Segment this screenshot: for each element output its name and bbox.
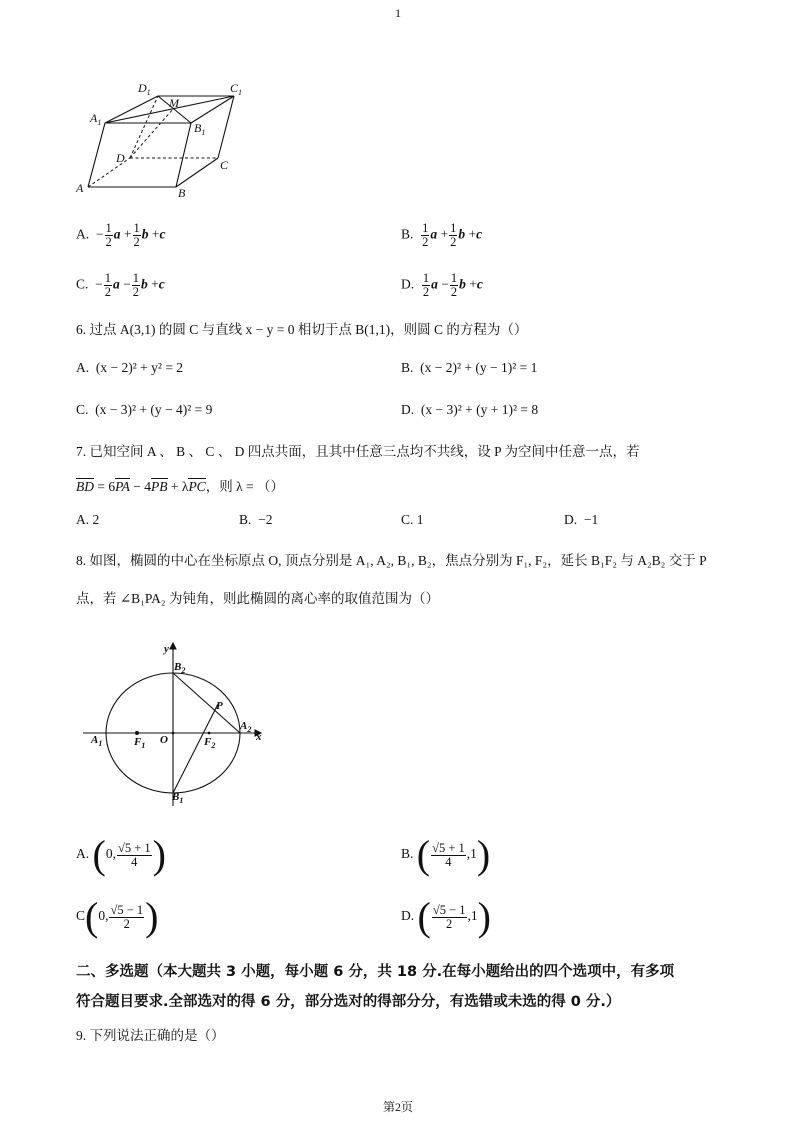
q7-stem-line2: BD = 6PA − 4PB + λPC，则 λ = （） <box>76 479 284 494</box>
parallelepiped-figure <box>70 76 260 200</box>
q5-option-d[interactable]: D. $\frac{1}{2}$ a − $\frac{1}{2}$ b +c <box>401 271 483 299</box>
q6-option-c[interactable]: C. (x − 3)² + (y − 4)² = 9 <box>76 402 213 417</box>
q8-option-b[interactable]: B. ( $\frac{√5 + 1}{4}$ ,1) <box>401 832 491 877</box>
svg-text:B: B <box>178 186 186 200</box>
q8-option-c[interactable]: C(0, $\frac{√5 - 1}{2}$ ) <box>76 894 159 939</box>
svg-text:F1: $F_1$ <box>134 736 146 750</box>
q7-option-a[interactable]: A. 2 <box>76 512 100 527</box>
section2-heading-line2: 符合题目要求.全部选对的得 6 分，部分选对的得部分分，有选错或未选的得 0 分.） <box>76 994 621 1010</box>
label-M: M <box>169 96 179 110</box>
svg-text:B1: $B_1$ <box>172 791 184 805</box>
section2-heading-line1: 二、多选题（本大题共 3 小题，每小题 6 分，共 18 分.在每小题给出的四个选项中，有多项 <box>76 964 675 980</box>
q8-option-a[interactable]: A. (0, $\frac{√5 + 1}{4}$ ) <box>76 832 166 877</box>
q6-option-d[interactable]: D. (x − 3)² + (y + 1)² = 8 <box>401 402 539 417</box>
q6-option-b[interactable]: B. (x − 2)² + (y − 1)² = 1 <box>401 360 538 375</box>
q5-option-c[interactable]: C. − $\frac{1}{2}$ a − $\frac{1}{2}$ b +c <box>76 271 165 299</box>
svg-text:B2: $B_2$ <box>174 661 186 675</box>
q5-option-a[interactable]: A. − $\frac{1}{2}$ a + $\frac{1}{2}$ b +c <box>76 221 166 249</box>
page-footer: 第2页 <box>383 1100 414 1114</box>
svg-text:A1: $A_1$ <box>90 111 102 127</box>
q7-option-b[interactable]: B. −2 <box>239 512 273 527</box>
svg-text:A1: $A_1$ <box>91 734 103 748</box>
q8-stem-line1: 8. 如图，椭圆的中心在坐标原点 O, 顶点分别是 A₁, A₂, B₁, B₂，焦点分别为 F₁, F₂，延长 B₁F₂ 与 A₂B₂ 交于 P <box>76 553 707 568</box>
svg-text:P: P <box>216 700 223 712</box>
svg-text:y: y <box>164 643 169 655</box>
q7-option-d[interactable]: D. −1 <box>564 512 599 527</box>
svg-text:D: D <box>116 151 125 165</box>
q5-option-b[interactable]: B. $\frac{1}{2}$ a + $\frac{1}{2}$ b +c <box>401 221 483 249</box>
svg-text:C: C <box>220 158 229 172</box>
svg-text:D1: $D_1$ <box>138 81 151 97</box>
ellipse-figure <box>78 636 278 808</box>
q6-option-a[interactable]: A. (x − 2)² + y² = 2 <box>76 360 184 375</box>
svg-text:C1: $C_1$ <box>230 81 243 97</box>
q7-option-c[interactable]: C. 1 <box>401 512 424 527</box>
svg-text:A2: $A_2$ <box>240 720 252 734</box>
q8-stem-line2: 点，若 ∠B₁PA₂ 为钝角，则此椭圆的离心率的取值范围为（） <box>76 591 439 606</box>
svg-text:B1: $B_1$ <box>194 121 206 137</box>
q6-stem: 6. 过点 A(3,1) 的圆 C 与直线 x − y = 0 相切于点 B(1,1)，则圆 C 的方程为（） <box>76 322 528 337</box>
svg-text:O: O <box>160 734 168 746</box>
page-number: 1 <box>395 6 401 20</box>
svg-text:F2: $F_2$ <box>204 736 216 750</box>
q7-stem-line1: 7. 已知空间 A 、 B 、 C 、 D 四点共面，且其中任意三点均不共线，设 P 为空间中任意一点，若 <box>76 444 640 459</box>
q8-option-d[interactable]: D. ( $\frac{√5 - 1}{2}$ ,1) <box>401 894 491 939</box>
q9-stem: 9. 下列说法正确的是（） <box>76 1028 225 1043</box>
svg-text:x: x <box>256 731 262 743</box>
label-D1: D <box>138 81 147 95</box>
svg-text:A: A <box>76 181 84 195</box>
